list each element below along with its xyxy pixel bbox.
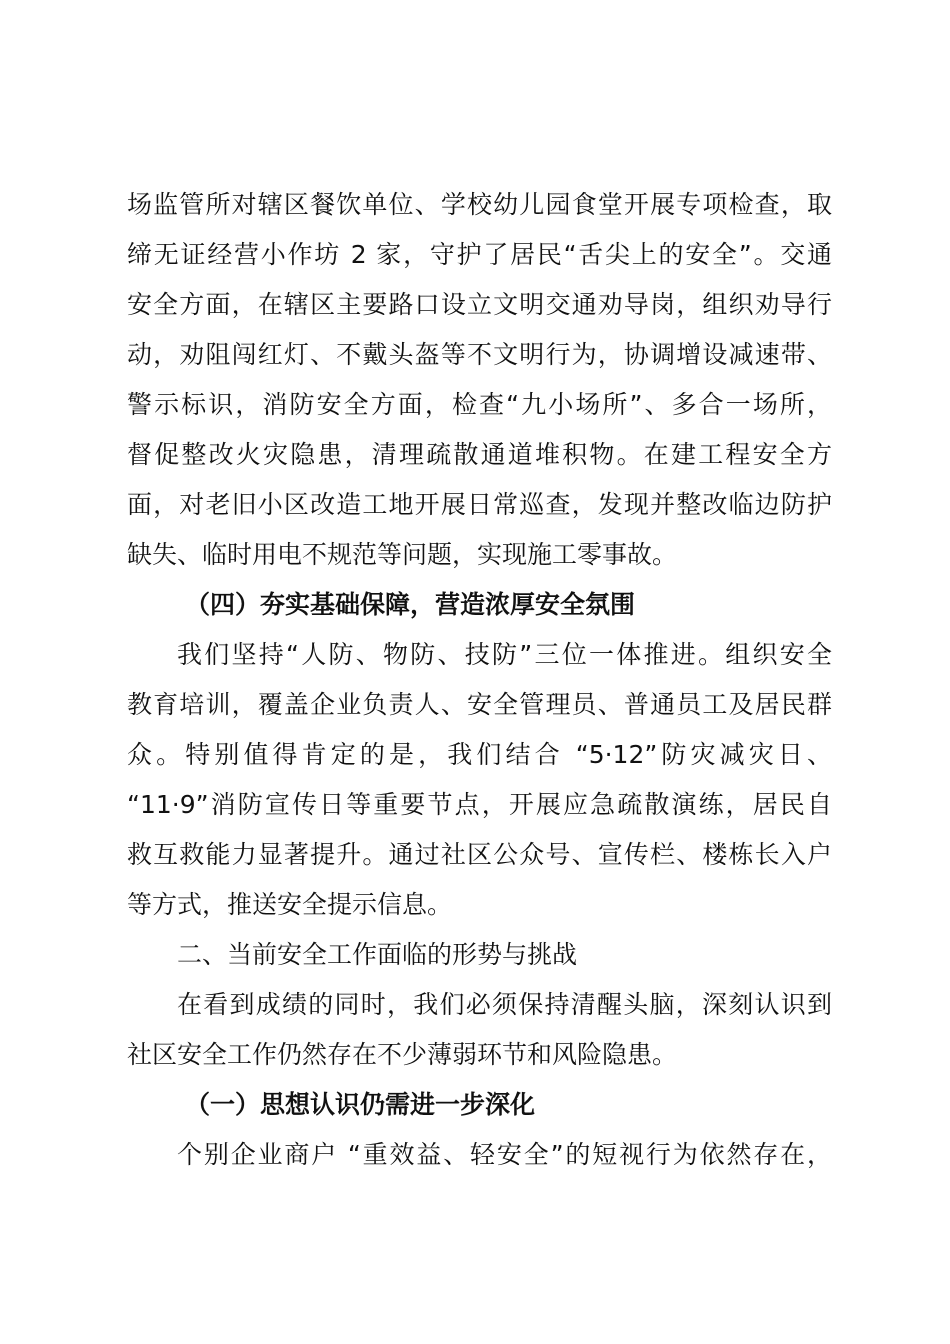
section-heading: （四）夯实基础保障，营造浓厚安全氛围 [185,590,636,619]
body-text-line: 我们坚持“人防、物防、技防”三位一体推进。组织安全 [177,640,832,669]
chapter-heading: 二、当前安全工作面临的形势与挑战 [177,940,578,969]
body-text-line: 警示标识，消防安全方面，检查“九小场所”、多合一场所， [127,390,832,419]
body-text-line: 等方式，推送安全提示信息。 [127,890,453,919]
section-heading: （一）思想认识仍需进一步深化 [185,1090,536,1119]
body-text-line: 安全方面，在辖区主要路口设立文明交通劝导岗，组织劝导行 [127,290,832,319]
body-text-line: 面，对老旧小区改造工地开展日常巡查，发现并整改临边防护 [127,490,832,519]
body-text-line: 社区安全工作仍然存在不少薄弱环节和风险隐患。 [127,1040,678,1069]
body-text-line: 缔无证经营小作坊 2 家，守护了居民“舌尖上的安全”。交通 [127,240,832,269]
body-text-line: 督促整改火灾隐患，清理疏散通道堆积物。在建工程安全方 [127,440,832,469]
body-text-line: 在看到成绩的同时，我们必须保持清醒头脑，深刻认识到 [177,990,832,1019]
body-text-line: 救互救能力显著提升。通过社区公众号、宣传栏、楼栋长入户 [127,840,832,869]
body-text-line: 场监管所对辖区餐饮单位、学校幼儿园食堂开展专项检查，取 [127,190,832,219]
body-text-line: “11·9”消防宣传日等重要节点，开展应急疏散演练，居民自 [127,790,832,819]
body-text-line: 缺失、临时用电不规范等问题，实现施工零事故。 [127,540,678,569]
body-text-line: 教育培训，覆盖企业负责人、安全管理员、普通员工及居民群 [127,690,832,719]
body-text-line: 个别企业商户 “重效益、轻安全”的短视行为依然存在， [177,1140,832,1169]
body-text-line: 众。特别值得肯定的是，我们结合 “5·12”防灾减灾日、 [127,740,832,769]
body-text-line: 动，劝阻闯红灯、不戴头盔等不文明行为，协调增设减速带、 [127,340,832,369]
